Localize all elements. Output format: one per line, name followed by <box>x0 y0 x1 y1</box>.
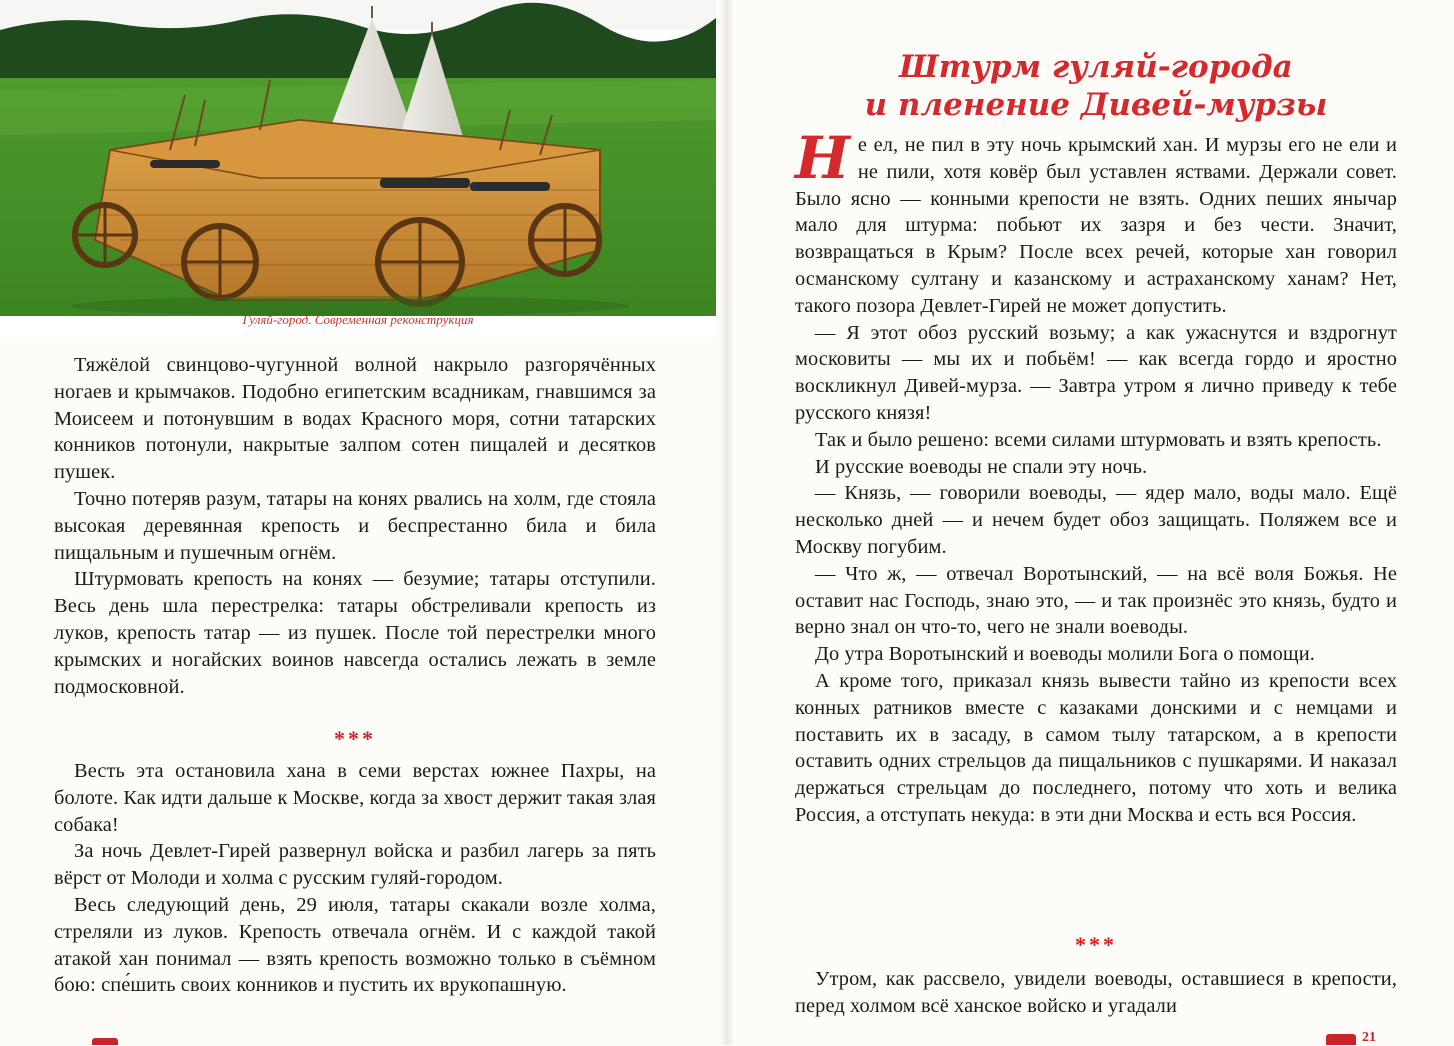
drop-cap: Н <box>795 124 850 192</box>
section-separator: *** <box>1075 932 1117 957</box>
first-paragraph-text: е ел, не пил в эту ночь крымский хан. И мурзы его не ели и не пили, хотя ковёр был уставлен яствами. Держали совет. Было ясно — конными крепости не взять. Одних пеших янычар мало для штурма: побьют их зазря и без чести. Значит, возвращаться в Крым? После всех речей, которые хан говорил османскому султану и казанскому и астраханскому ханам? Нет, такого позора Девлет-Гирей не может допустить. <box>795 134 1397 317</box>
paragraph: Точно потеряв разум, татары на конях рвались на холм, где стояла высокая деревянная крепость и беспрестанно била и била пищальным и пушечным огнём. <box>54 487 656 564</box>
paragraph: — Что ж, — отвечал Воротынский, — на всё воля Божья. Не оставит нас Господь, знаю это, — и так произнёс это князь, будто и верно знал он что-то, чего не знали воеводы. <box>795 562 1397 639</box>
paragraph: До утра Воротынский и воеводы молили Бога о помощи. <box>815 643 1315 666</box>
page-number: 21 <box>1362 1030 1376 1045</box>
section-separator: *** <box>334 726 376 751</box>
paragraph: А кроме того, приказал князь вывести тайно из крепости всех конных ратников вместе с казаками донскими и с немцами и поставить их в засаду, в самом тылу татарском, а в крепости оставить одних стрельцов да пищальников с пушкарями. И наказал держаться стрельцам до последнего, потому что хоть и велика Россия, а отступать некуда: в эти дни Москва и есть вся Россия. <box>795 669 1397 826</box>
page-ornament-right <box>1326 1034 1356 1045</box>
paragraph: Утром, как рассвело, увидели воеводы, оставшиеся в крепости, перед холмом всё ханское войско и угадали <box>795 968 1397 1017</box>
book-gutter <box>720 0 734 1045</box>
left-text-top <box>54 352 656 700</box>
left-page <box>0 0 727 1045</box>
paragraph: Так и было решено: всеми силами штурмовать и взять крепость. <box>815 428 1382 451</box>
right-text-bottom <box>795 966 1397 1020</box>
chapter-title <box>795 48 1397 124</box>
paragraph: За ночь Девлет-Гирей развернул войска и разбил лагерь за пять вёрст от Молоди и холма с русским гуляй-городом. <box>54 840 656 890</box>
illustration-caption: Гуляй-город. Современная реконструкция <box>242 312 474 327</box>
paragraph: И русские воеводы не спали эту ночь. <box>815 455 1148 478</box>
paragraph: — Я этот обоз русский возьму; а как ужаснутся и вздрогнут московиты — мы их и побьём! — как всегда гордо и яростно воскликнул Дивей-мурза. — Завтра утром я лично приведу к тебе русского князя! <box>795 321 1397 424</box>
chapter-title-line1: Штурм гуляй-города <box>899 49 1293 85</box>
illustration-gulyai-gorod <box>0 0 716 338</box>
left-text-bottom <box>54 758 656 999</box>
first-paragraph <box>795 124 1397 320</box>
paragraph: Тяжёлой свинцово-чугунной волной накрыло разгорячённых ногаев и крымчаков. Подобно египетским всадникам, гнавшимся за Моисеем и потонувшим в водах Красного моря, сотни татарских конников потонули, накрытые залпом сотен пищалей и десятков пушек. <box>54 354 656 484</box>
paragraph: — Князь, — говорили воеводы, — ядер мало, воды мало. Ещё несколько дней — и нечем будет обоз защищать. Поляжем все и Москву погубим. <box>795 482 1397 558</box>
chapter-title-line2: и пленение Дивей-мурзы <box>864 87 1328 123</box>
paragraph: Весть эта остановила хана в семи верстах южнее Пахры, на болоте. Как идти дальше к Москве, когда за хвост держит такая злая собака! <box>54 760 656 836</box>
page-ornament-left <box>92 1038 118 1045</box>
paragraph: Весь следующий день, 29 июля, татары скакали возле холма, стреляли из луков. Крепость отвечала огнём. И с каждой такой атакой хан понимал — взять крепость возможно только в съёмном бою: спе́шить своих конников и пустить их врукопашную. <box>54 893 656 997</box>
paragraph: Штурмовать крепость на конях — безумие; татары отступили. Весь день шла перестрелка: татары обстреливали крепость из луков, крепость татар — из пушек. После той перестрелки много крымских и ногайских воинов навсегда остались лежать в земле подмосковной. <box>54 568 656 698</box>
right-text <box>795 124 1397 829</box>
